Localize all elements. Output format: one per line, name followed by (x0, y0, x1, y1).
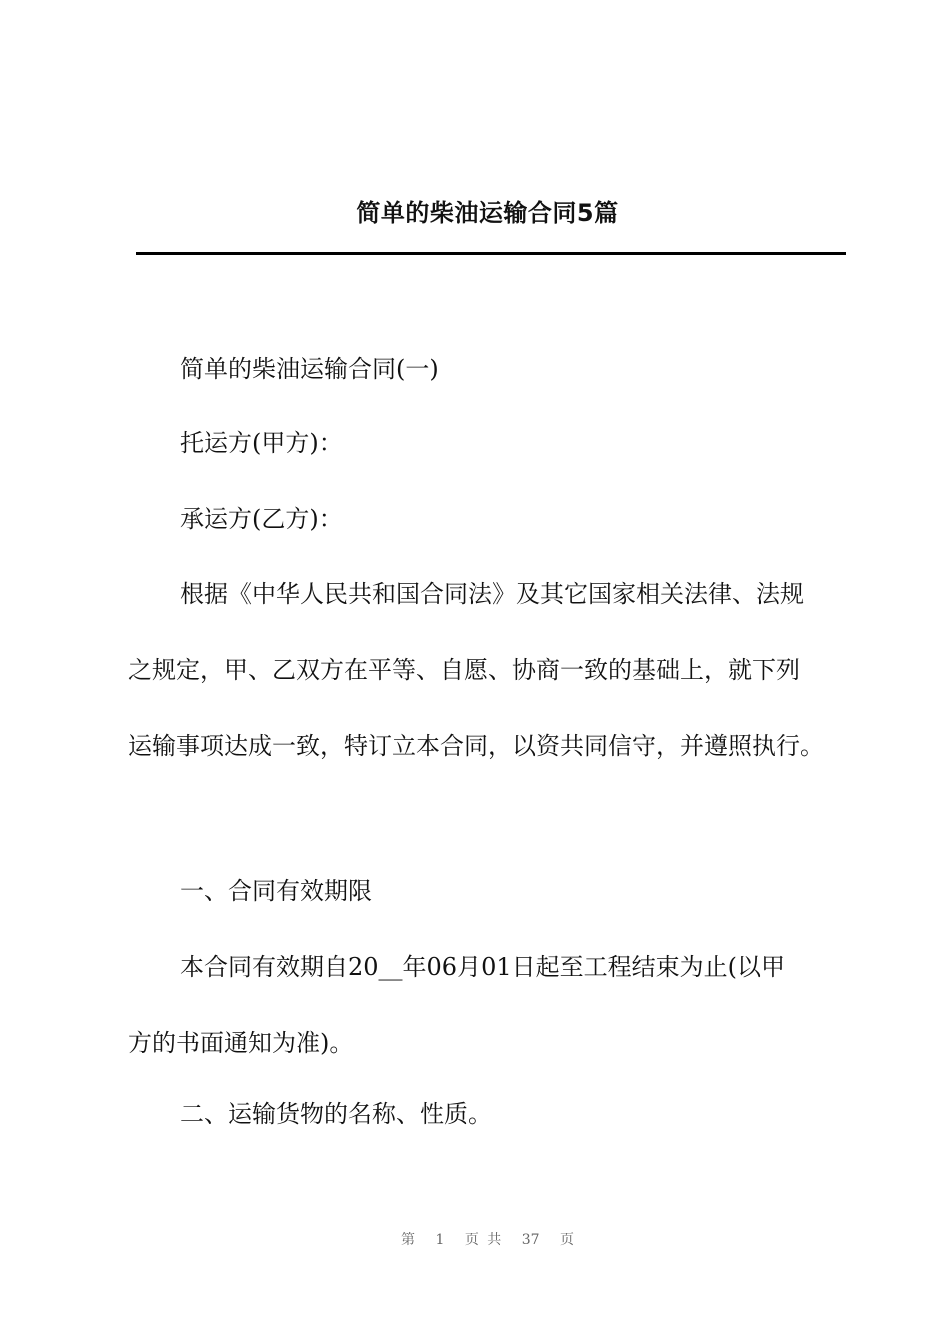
paragraph-clause-1-heading (128, 853, 868, 929)
paragraph-line: 简单的柴油运输合同(一) (180, 355, 439, 383)
paragraph-line: 托运方(甲方)： (180, 429, 343, 457)
paragraph-shipper (128, 405, 868, 481)
paragraph-carrier (128, 481, 868, 557)
footer-page-number: 1 (435, 1232, 445, 1248)
paragraph-line: 本合同有效期自20__年06月01日起至工程结束为止(以甲 (180, 953, 785, 981)
paragraph-clause-2-heading (128, 1076, 868, 1152)
paragraph-section-heading (128, 331, 868, 407)
document-title: 简单的柴油运输合同5篇 (356, 199, 619, 227)
footer-page-middle: 页 共 (464, 1232, 502, 1248)
footer-page-total: 37 (521, 1232, 540, 1248)
paragraph-validity-period (128, 929, 868, 1081)
paragraph-legal-basis (128, 556, 868, 784)
paragraph-line: 根据《中华人民共和国合同法》及其它国家相关法律、法规 (180, 580, 804, 608)
page-footer (0, 1229, 950, 1249)
paragraph-line: 之规定，甲、乙双方在平等、自愿、协商一致的基础上，就下列 (128, 656, 800, 684)
footer-page-prefix: 第 (400, 1232, 415, 1248)
paragraph-line: 运输事项达成一致，特订立本合同，以资共同信守，并遵照执行。 (128, 732, 824, 760)
paragraph-line: 承运方(乙方)： (180, 505, 343, 533)
footer-page-suffix: 页 (560, 1232, 574, 1248)
title-underline (136, 252, 846, 255)
paragraph-line: 二、运输货物的名称、性质。 (180, 1100, 492, 1128)
paragraph-line: 方的书面通知为准)。 (128, 1029, 354, 1057)
paragraph-line: 一、合同有效期限 (180, 877, 372, 905)
